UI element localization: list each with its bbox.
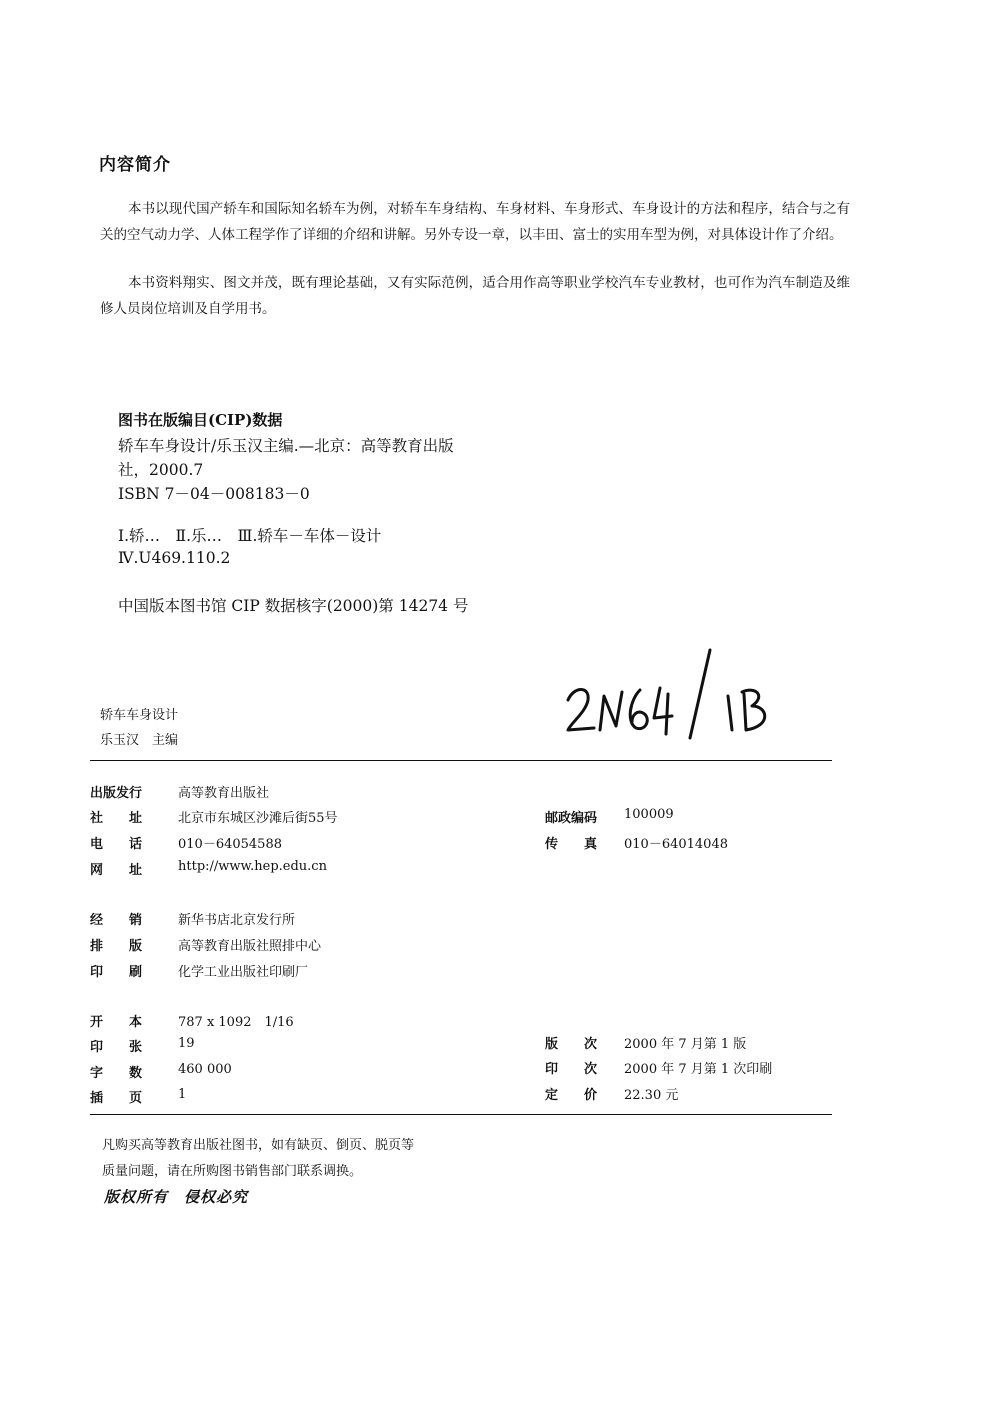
- cip-isbn: ISBN 7－04－008183－0: [118, 485, 310, 503]
- postcode-label: 邮政编码: [545, 811, 598, 826]
- words-label: 字 数: [90, 1066, 143, 1081]
- cip-line-1: 轿车车身设计/乐玉汉主编.—北京：高等教育出版: [118, 437, 454, 455]
- typeset-value: 高等教育出版社照排中心: [178, 939, 322, 954]
- edition-label: 版 次: [545, 1037, 598, 1052]
- intro-paragraph-1: 本书以现代国产轿车和国际知名轿车为例，对轿车车身结构、车身材料、车身形式、车身设计的方法和程序，结合与之有关的空气动力学、人体工程学作了详细的介绍和讲解。另外专设一章，以丰田、富士的实用车型为例，对具体设计作了介绍。: [100, 201, 850, 243]
- sheets-value: 19: [178, 1036, 195, 1051]
- cip-subjects-1: Ⅰ.轿… Ⅱ.乐… Ⅲ.轿车－车体－设计: [118, 527, 382, 545]
- publisher-value: 高等教育出版社: [178, 786, 270, 801]
- address-value: 北京市东城区沙滩后街55号: [178, 811, 338, 826]
- cip-title: 图书在版编目(CIP)数据: [118, 411, 283, 429]
- printing-label: 印 次: [545, 1062, 598, 1077]
- divider-bottom: [90, 1114, 832, 1115]
- printer-value: 化学工业出版社印刷厂: [178, 965, 309, 980]
- publisher-label: 出版发行: [90, 786, 143, 801]
- plates-value: 1: [178, 1087, 187, 1102]
- divider-top: [90, 760, 832, 761]
- handwritten-signature: [560, 630, 790, 754]
- fax-value: 010－64014048: [624, 837, 728, 852]
- typeset-label: 排 版: [90, 939, 143, 954]
- distributor-value: 新华书店北京发行所: [178, 913, 296, 928]
- notice-line-1: 凡购买高等教育出版社图书，如有缺页、倒页、脱页等: [102, 1138, 415, 1153]
- printing-value: 2000 年 7 月第 1 次印刷: [624, 1062, 773, 1077]
- intro-paragraph-2: 本书资料翔实、图文并茂，既有理论基础，又有实际范例，适合用作高等职业学校汽车专业教材，也可作为汽车制造及维修人员岗位培训及自学用书。: [100, 275, 850, 317]
- notice-line-2: 质量问题，请在所购图书销售部门联系调换。: [102, 1164, 363, 1179]
- copyright-notice: 版权所有 侵权必究: [104, 1188, 249, 1206]
- cip-subjects-2: Ⅳ.U469.110.2: [118, 549, 231, 567]
- format-label: 开 本: [90, 1015, 143, 1030]
- book-title: 轿车车身设计: [100, 708, 179, 723]
- plates-label: 插 页: [90, 1091, 143, 1106]
- phone-value: 010－64054588: [178, 837, 282, 852]
- postcode-value: 100009: [624, 807, 674, 822]
- words-value: 460 000: [178, 1062, 232, 1077]
- web-label: 网 址: [90, 863, 143, 878]
- address-label: 社 址: [90, 811, 143, 826]
- intro-heading: 内容简介: [99, 155, 171, 175]
- fax-label: 传 真: [545, 837, 598, 852]
- format-value: 787 x 1092 1/16: [178, 1015, 294, 1030]
- sheets-label: 印 张: [90, 1040, 143, 1055]
- printer-label: 印 刷: [90, 965, 143, 980]
- price-value: 22.30 元: [624, 1088, 679, 1103]
- phone-label: 电 话: [90, 837, 143, 852]
- cip-record: 中国版本图书馆 CIP 数据核字(2000)第 14274 号: [118, 597, 469, 615]
- distributor-label: 经 销: [90, 913, 143, 928]
- price-label: 定 价: [545, 1088, 598, 1103]
- edition-value: 2000 年 7 月第 1 版: [624, 1037, 747, 1052]
- book-editor: 乐玉汉 主编: [100, 733, 179, 748]
- web-value: http://www.hep.edu.cn: [178, 859, 327, 874]
- cip-line-2: 社，2000.7: [118, 461, 204, 479]
